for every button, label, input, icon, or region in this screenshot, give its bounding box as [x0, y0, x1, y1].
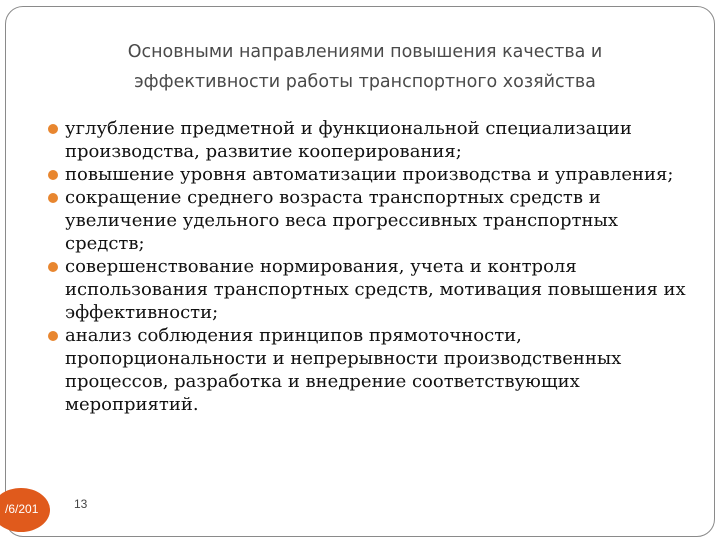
slide-title-line-2: эффективности работы транспортного хозяйства: [134, 72, 596, 92]
bullet-item: [48, 117, 688, 163]
bullet-item: [48, 255, 688, 324]
bullet-dot-icon: [48, 331, 58, 341]
bullet-dot-icon: [48, 170, 58, 180]
page-number: 13: [74, 497, 88, 511]
bullet-dot-icon: [48, 124, 58, 134]
bullet-text: анализ соблюдения принципов прямоточности, пропорциональности и непрерывности производственных процессов, разработка и внедрение соответствующих мероприятий.: [65, 325, 622, 415]
bullet-text: повышение уровня автоматизации производства и управления;: [65, 164, 674, 185]
slide-title: [60, 37, 670, 97]
bullet-item: [48, 186, 688, 255]
bullet-dot-icon: [48, 262, 58, 272]
bullet-dot-icon: [48, 193, 58, 203]
date-text: /6/201: [5, 502, 39, 516]
bullet-text: углубление предметной и функциональной специализации производства, развитие кооперирования;: [65, 118, 632, 162]
bullet-list: [48, 117, 688, 416]
bullet-item: [48, 324, 688, 416]
slide-title-line-1: Основными направлениями повышения качества и: [127, 42, 603, 62]
bullet-text: совершенствование нормирования, учета и контроля использования транспортных средств, мотивация повышения их эффективности;: [65, 256, 686, 323]
bullet-text: сокращение среднего возраста транспортных средств и увеличение удельного веса прогрессивных транспортных средств;: [65, 187, 618, 254]
bullet-item: [48, 163, 688, 186]
